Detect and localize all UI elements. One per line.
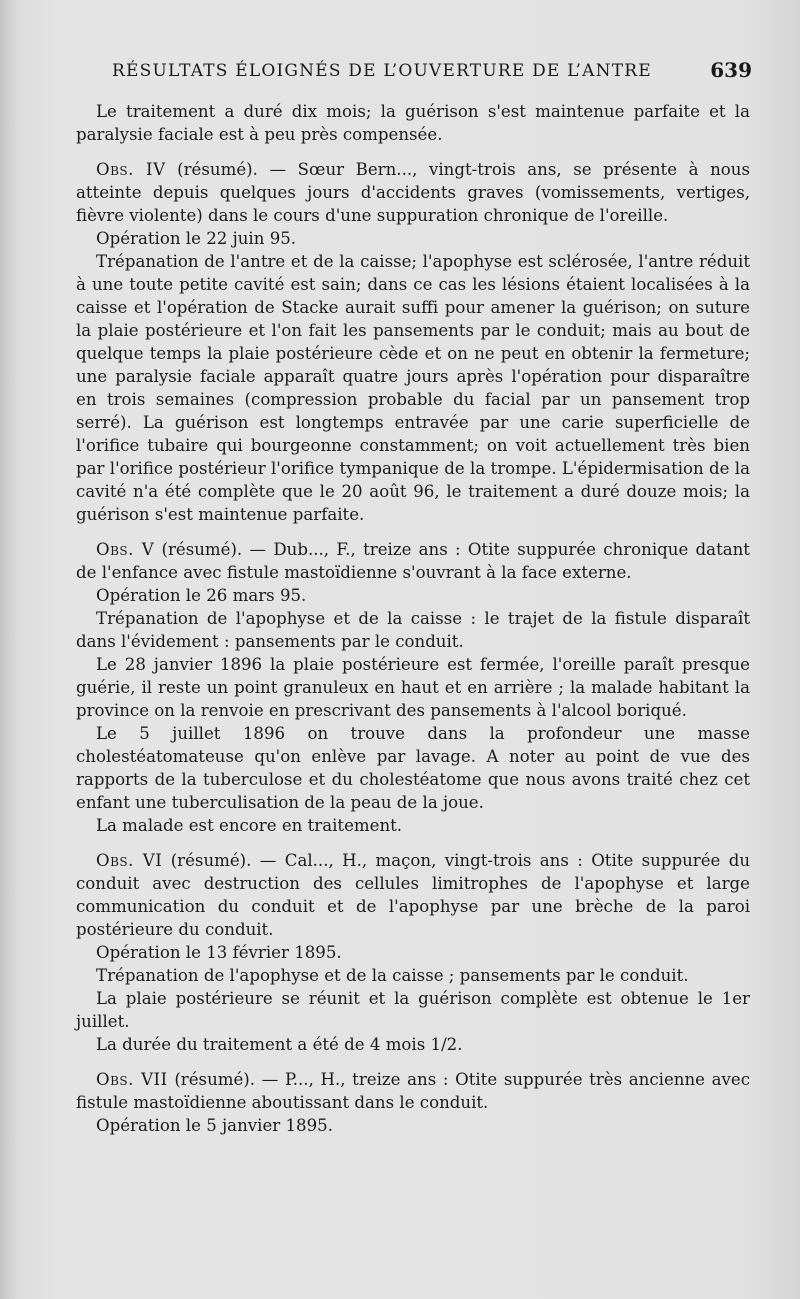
paragraph (76, 722, 750, 814)
observation-paragraph (76, 1068, 750, 1114)
observation-paragraph (76, 849, 750, 941)
page-header (112, 58, 752, 86)
paragraph-text: Opération le 5 janvier 1895. (96, 1116, 333, 1135)
paragraph-text: La plaie postérieure se réunit et la guérison complète est obtenue le 1er juillet. (76, 989, 750, 1031)
paragraph-text: Le 28 janvier 1896 la plaie postérieure est fermée, l'oreille paraît presque guérie, il reste un point granuleux en haut et en arrière ; la malade habitant la province on la renvoie en prescrivant des pansements à l'alcool boriqué. (76, 655, 750, 720)
paragraph (76, 814, 750, 837)
observation-label: Obs. IV (96, 160, 166, 179)
paragraph (76, 584, 750, 607)
running-head: RÉSULTATS ÉLOIGNÉS DE L’OUVERTURE DE L’ANTRE (112, 61, 652, 81)
paragraph (76, 964, 750, 987)
paragraph-text: Le 5 juillet 1896 on trouve dans la profondeur une masse cholestéatomateuse qu'on enlève par lavage. A noter au point de vue des rapports de la tuberculose et du cholestéatome que nous avons traité chez cet enfant une tuberculisation de la peau de la joue. (76, 724, 750, 812)
paragraph (76, 987, 750, 1033)
paragraph (76, 100, 750, 146)
paragraph-text: (résumé). — Sœur Bern..., vingt-trois ans, se présente à nous atteinte depuis quelques jours d'accidents graves (vomissements, vertiges, fièvre violente) dans le cours d'une suppuration chronique de l'oreille. (76, 160, 750, 225)
paragraph (76, 607, 750, 653)
paragraph-text: La durée du traitement a été de 4 mois 1/2. (96, 1035, 463, 1054)
observation-label: Obs. VI (96, 851, 163, 870)
paragraph-text: Opération le 26 mars 95. (96, 586, 307, 605)
paragraph-text: Opération le 22 juin 95. (96, 229, 297, 248)
paragraph-text: Opération le 13 février 1895. (96, 943, 342, 962)
paragraph (76, 250, 750, 526)
paragraph-text: (résumé). — Cal..., H., maçon, vingt-trois ans : Otite suppurée du conduit avec destruction des cellules limitrophes de l'apophyse et large communication du conduit et de l'apophyse par une brèche de la paroi postérieure du conduit. (76, 851, 751, 939)
paragraph (76, 1033, 750, 1056)
paragraph (76, 1114, 750, 1137)
page-number: 639 (710, 58, 752, 82)
body-text (76, 100, 750, 1137)
paragraph (76, 227, 750, 250)
paragraph-text: Trépanation de l'apophyse et de la caisse : le trajet de la fistule disparaît dans l'évidement : pansements par le conduit. (76, 609, 750, 651)
paragraph-text: Trépanation de l'antre et de la caisse; l'apophyse est sclérosée, l'antre réduit à une toute petite cavité est sain; dans ce cas les lésions étaient localisées à la caisse et l'opération de Stacke aurait suffi pour amener la guérison; on suture la plaie postérieure et l'on fait les pansements par le conduit; mais au bout de quelque temps la plaie postérieure cède et on ne peut en obtenir la fermeture; une paralysie faciale apparaît quatre jours après l'opération pour disparaître en trois semaines (compression probable du facial par un pansement trop serré). La guérison est longtemps entravée par une carie superficielle de l'orifice tubaire qui bourgeonne constamment; on voit actuellement très bien par l'orifice postérieur l'orifice tympanique de la trompe. L'épidermisation de la cavité n'a été complète que le 20 août 96, le traitement a duré douze mois; la guérison s'est maintenue parfaite. (76, 252, 750, 524)
paragraph (76, 941, 750, 964)
paragraph-text: (résumé). — P..., H., treize ans : Otite suppurée très ancienne avec fistule mastoïdienne aboutissant dans le conduit. (76, 1070, 750, 1112)
observation-paragraph (76, 538, 750, 584)
paragraph-text: La malade est encore en traitement. (96, 816, 403, 835)
observation-label: Obs. V (96, 540, 155, 559)
observation-paragraph (76, 158, 750, 227)
paragraph-text: Le traitement a duré dix mois; la guérison s'est maintenue parfaite et la paralysie faciale est à peu près compensée. (76, 102, 750, 144)
observation-label: Obs. VII (96, 1070, 168, 1089)
paragraph (76, 653, 750, 722)
paragraph-text: Trépanation de l'apophyse et de la caisse ; pansements par le conduit. (96, 966, 689, 985)
paragraph-text: (résumé). — Dub..., F., treize ans : Otite suppurée chronique datant de l'enfance avec fistule mastoïdienne s'ouvrant à la face externe. (76, 540, 750, 582)
